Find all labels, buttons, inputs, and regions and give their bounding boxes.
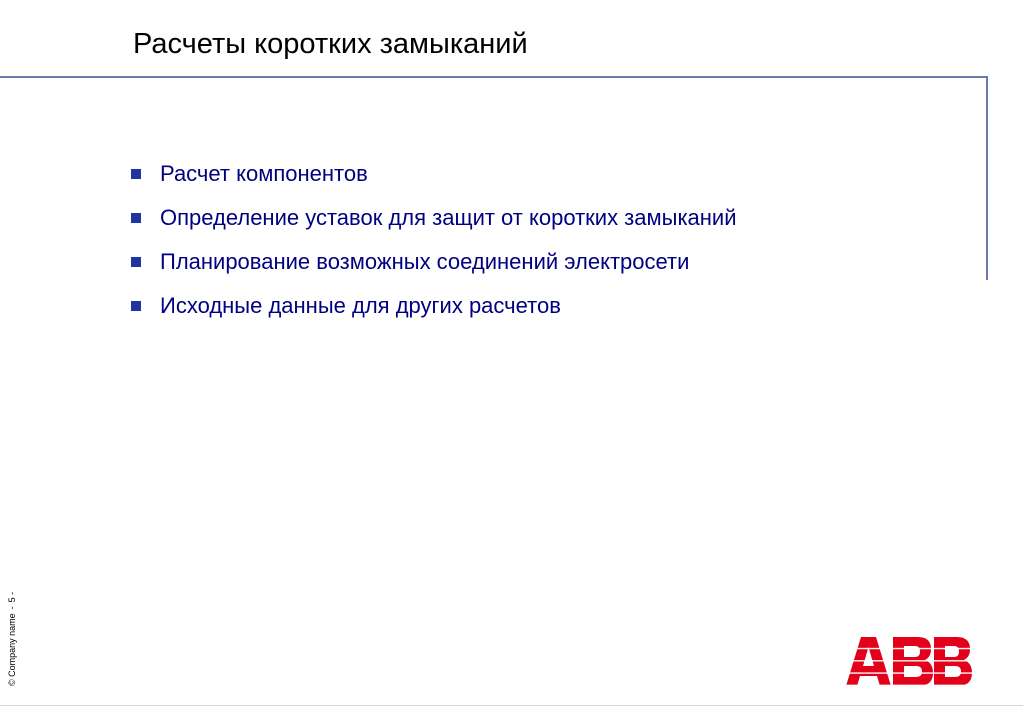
square-bullet-icon [131, 257, 141, 267]
abb-logo-letter-b [893, 637, 933, 686]
slide-title: Расчеты коротких замыканий [133, 28, 528, 60]
footer-copyright [6, 592, 18, 686]
abb-logo-letter-b [934, 637, 972, 686]
abb-logo [846, 637, 972, 686]
square-bullet-icon [131, 213, 141, 223]
footer-separator: - [7, 606, 17, 610]
abb-logo-letter-a [846, 637, 891, 686]
bottom-divider [0, 705, 1023, 706]
bullet-text: Планирование возможных соединений электросети [160, 249, 690, 274]
bullet-text: Определение уставок для защит от коротких замыканий [160, 205, 737, 230]
title-divider [0, 76, 988, 78]
copyright-text: © Company name [7, 613, 17, 686]
square-bullet-icon [131, 301, 141, 311]
page-number: 5 - [7, 591, 17, 603]
square-bullet-icon [131, 169, 141, 179]
bullet-text: Исходные данные для других расчетов [160, 293, 561, 318]
right-divider [986, 76, 988, 280]
bullet-text: Расчет компонентов [160, 161, 368, 186]
